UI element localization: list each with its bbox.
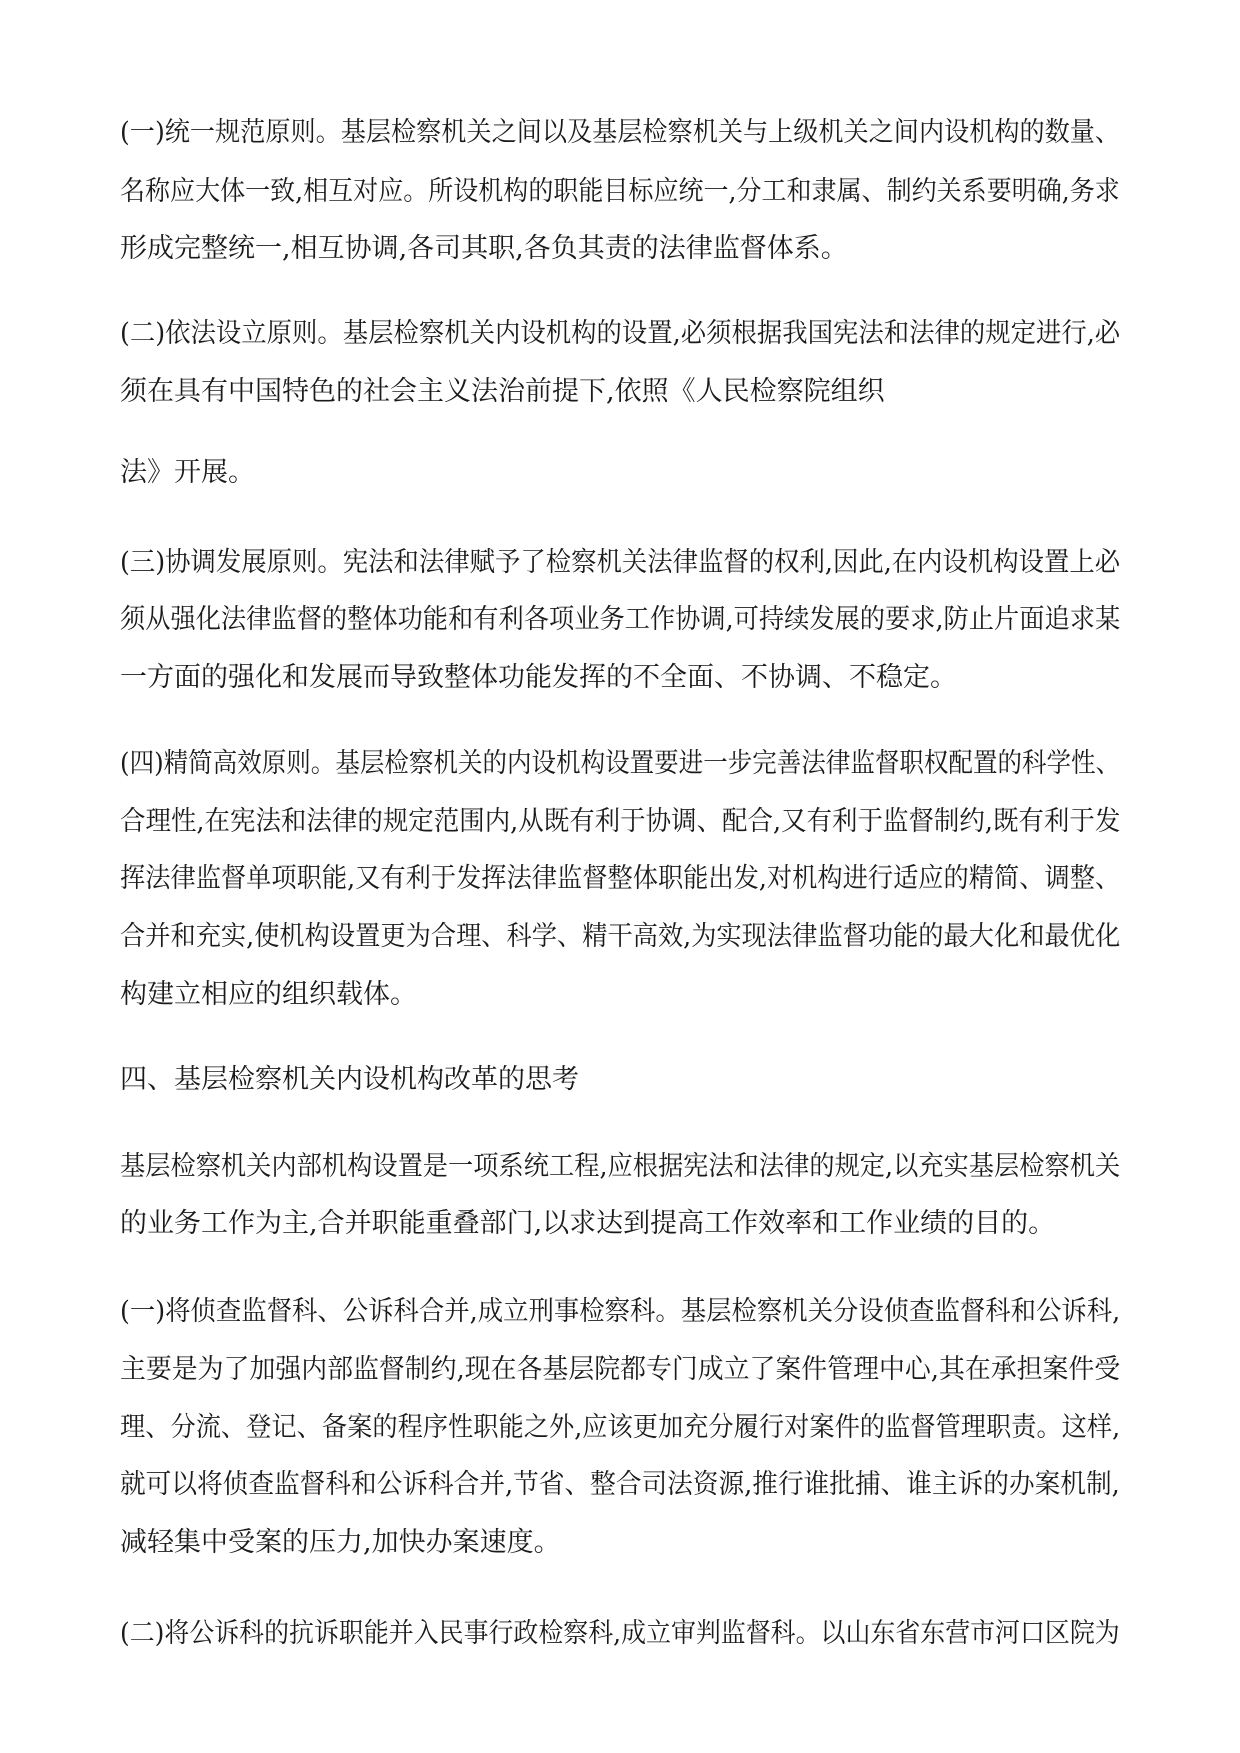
paragraph-5-line-2: 合理性,在宪法和法律的规定范围内,从既有利于协调、配合,又有利于监督制约,既有利于发 — [120, 806, 1121, 837]
paragraph-4-line-3: 一方面的强化和发展而导致整体功能发挥的不全面、不协调、不稳定。 — [120, 662, 957, 693]
paragraph-1-line-2: 名称应大体一致,相互对应。所设机构的职能目标应统一,分工和隶属、制约关系要明确,务求 — [120, 176, 1120, 207]
paragraph-8-line-5: 减轻集中受案的压力,加快办案速度。 — [120, 1527, 561, 1558]
paragraph-7-line-2: 的业务工作为主,合并职能重叠部门,以求达到提高工作效率和工作业绩的目的。 — [120, 1208, 1056, 1239]
paragraph-2-line-2: 须在具有中国特色的社会主义法治前提下,依照《人民检察院组织 — [120, 376, 885, 407]
paragraph-8-line-1: (一)将侦查监督科、公诉科合并,成立刑事检察科。基层检察机关分设侦查监督科和公诉科, — [120, 1296, 1121, 1327]
paragraph-4-line-1: (三)协调发展原则。宪法和法律赋予了检察机关法律监督的权利,因此,在内设机构设置上必 — [120, 547, 1121, 578]
paragraph-9-line-1: (二)将公诉科的抗诉职能并入民事行政检察科,成立审判监督科。以山东省东营市河口区院为 — [120, 1618, 1120, 1649]
paragraph-2-line-1: (二)依法设立原则。基层检察机关内设机构的设置,必须根据我国宪法和法律的规定进行,必 — [120, 318, 1121, 349]
paragraph-3-line-1: 法》开展。 — [120, 457, 255, 488]
section-heading: 四、基层检察机关内设机构改革的思考 — [120, 1064, 579, 1095]
paragraph-4-line-2: 须从强化法律监督的整体功能和有利各项业务工作协调,可持续发展的要求,防止片面追求某 — [120, 604, 1121, 635]
paragraph-5-line-4: 合并和充实,使机构设置更为合理、科学、精干高效,为实现法律监督功能的最大化和最优化 — [120, 921, 1121, 952]
paragraph-8-line-4: 就可以将侦查监督科和公诉科合并,节省、整合司法资源,推行谁批捕、谁主诉的办案机制, — [120, 1469, 1120, 1500]
paragraph-5-line-1: (四)精简高效原则。基层检察机关的内设机构设置要进一步完善法律监督职权配置的科学性、 — [120, 748, 1121, 779]
paragraph-7-line-1: 基层检察机关内部机构设置是一项系统工程,应根据宪法和法律的规定,以充实基层检察机关 — [120, 1151, 1121, 1182]
paragraph-5-line-5: 构建立相应的组织载体。 — [120, 979, 417, 1010]
paragraph-8-line-2: 主要是为了加强内部监督制约,现在各基层院都专门成立了案件管理中心,其在承担案件受 — [120, 1354, 1121, 1385]
paragraph-1-line-1: (一)统一规范原则。基层检察机关之间以及基层检察机关与上级机关之间内设机构的数量、 — [120, 117, 1121, 148]
paragraph-5-line-3: 挥法律监督单项职能,又有利于发挥法律监督整体职能出发,对机构进行适应的精简、调整、 — [120, 863, 1121, 894]
paragraph-1-line-3: 形成完整统一,相互协调,各司其职,各负其责的法律监督体系。 — [120, 233, 848, 264]
paragraph-8-line-3: 理、分流、登记、备案的程序性职能之外,应该更加充分履行对案件的监督管理职责。这样, — [120, 1412, 1121, 1443]
